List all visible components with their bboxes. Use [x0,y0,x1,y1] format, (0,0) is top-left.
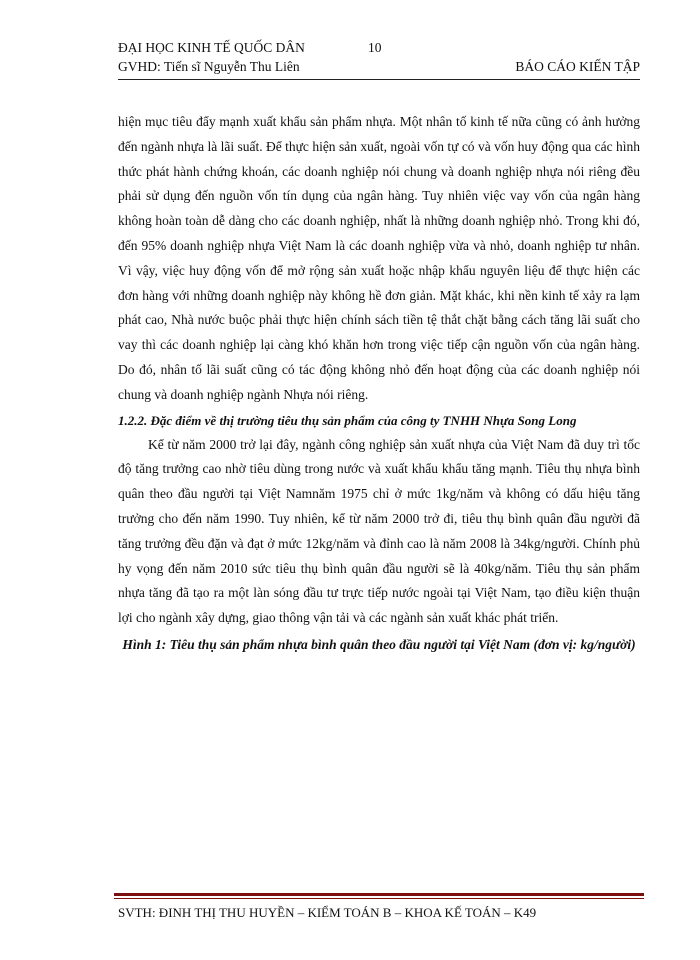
body-paragraph-1: hiện mục tiêu đẩy mạnh xuất khẩu sản phẩm nhựa. Một nhân tố kinh tế nữa cũng có ảnh hưởng đến ngành nhựa là lãi suất. Để thực hiện sản xuất, ngoài vốn tự có và vốn huy động qua các hình thức phát hành chứng khoán, các doanh nghiệp nói chung và doanh nghiệp nhựa nói riêng đều phải sử dụng đến nguồn vốn tín dụng của ngân hàng. Tuy nhiên việc vay vốn của ngân hàng không hoàn toàn dễ dàng cho các doanh nghiệp, nhất là những doanh nghiệp nhỏ. Trong khi đó, đến 95% doanh nghiệp nhựa Việt Nam là các doanh nghiệp vừa và nhỏ, doanh nghiệp tư nhân. Vì vậy, việc huy động vốn để mở rộng sản xuất hoặc nhập khẩu nguyên liệu để thực hiện các đơn hàng với những doanh nghiệp này không hề đơn giản. Mặt khác, khi nền kinh tế xảy ra lạm phát cao, Nhà nước buộc phải thực hiện chính sách tiền tệ thắt chặt bằng cách tăng lãi suất cho vay thì các doanh nghiệp lại càng khó khăn hơn trong việc tiếp cận nguồn vốn của ngân hàng. Do đó, nhân tố lãi suất cũng có tác động không nhỏ đến hoạt động của các doanh nghiệp nói chung và doanh nghiệp ngành Nhựa nói riêng. [118,114,640,402]
footer-divider-thick [114,893,644,896]
advisor-name: GVHD: Tiến sĩ Nguyễn Thu Liên [118,59,300,74]
footer-divider-thin [114,898,644,899]
figure-caption: Hình 1: Tiêu thụ sản phẩm nhựa bình quân theo đầu người tại Việt Nam (đơn vị: kg/người) [122,636,636,652]
body-paragraph-2: Kể từ năm 2000 trở lại đây, ngành công nghiệp sản xuất nhựa của Việt Nam đã duy trì tốc độ tăng trưởng cao nhờ tiêu dùng trong nước và xuất khẩu khẩu tăng mạnh. Tiêu thụ nhựa bình quân theo đầu người tại Việt Namnăm 1975 chỉ ở mức 1kg/năm và không có dấu hiệu tăng trưởng cho đến năm 1990. Tuy nhiên, kể từ năm 2000 trở đi, tiêu thụ bình quân đầu người đã tăng trưởng đều đặn và đạt ở mức 12kg/năm và đỉnh cao là năm 2008 là 34kg/người. Chính phủ hy vọng đến năm 2010 sức tiêu thụ bình quân đầu người sẽ là 40kg/năm. Tiêu thụ sản phẩm nhựa tăng đã tạo ra một làn sóng đầu tư trực tiếp nước ngoài tại Việt Nam, tạo điều kiện thuận lợi cho ngành xây dựng, giao thông vận tải và các ngành sản xuất khác phát triển. [118,436,640,626]
page-footer: SVTH: ĐINH THỊ THU HUYỀN – KIỂM TOÁN B – KHOA KẾ TOÁN – K49 [118,905,537,920]
header-row-2 [118,57,640,76]
page-content [118,110,640,658]
section-heading: 1.2.2. Đặc điểm về thị trường tiêu thụ sản phẩm của công ty TNHH Nhựa Song Long [118,412,577,428]
header-row-1 [118,38,640,57]
page-header [118,38,640,76]
report-type: BÁO CÁO KIẾN TẬP [515,59,640,74]
university-name: ĐẠI HỌC KINH TẾ QUỐC DÂN [118,40,305,55]
header-divider [118,79,640,80]
page-number: 10 [368,40,382,55]
